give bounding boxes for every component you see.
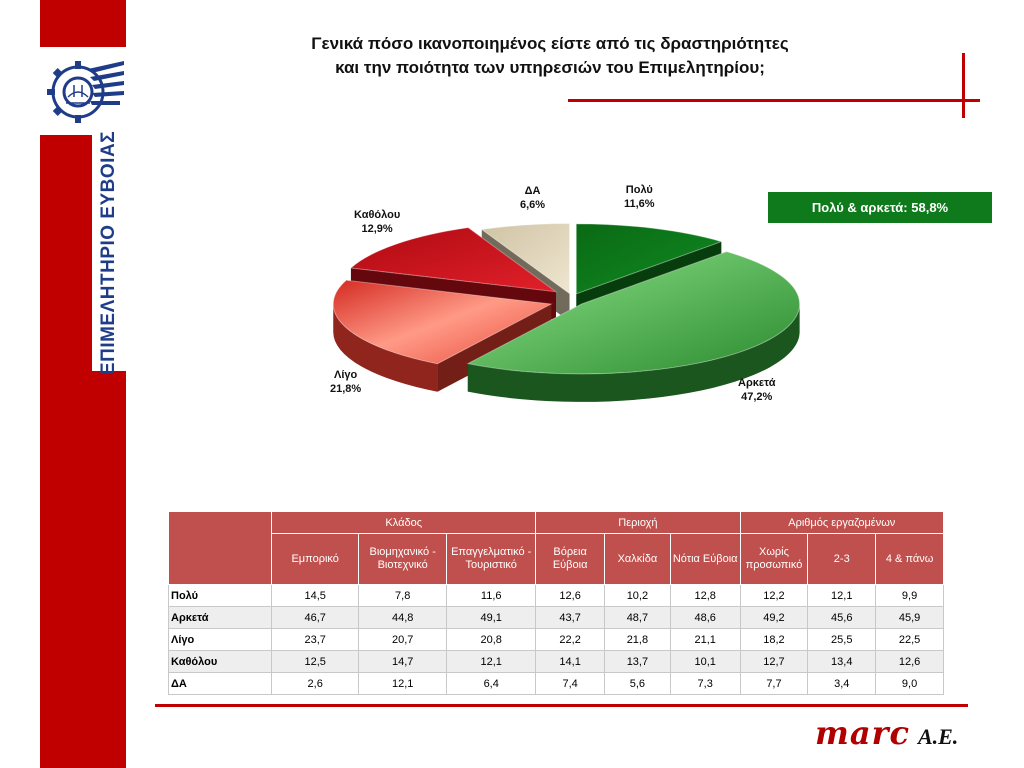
- row-label: Λίγο: [169, 629, 272, 651]
- table-cell: 12,1: [447, 651, 536, 673]
- table-cell: 12,8: [670, 585, 740, 607]
- table-cell: 45,9: [876, 607, 944, 629]
- table-cell: 21,8: [605, 629, 671, 651]
- table-cell: 43,7: [536, 607, 605, 629]
- title-line-2: και την ποιότητα των υπηρεσιών του Επιμελητηρίου;: [335, 58, 765, 77]
- row-label: ΔΑ: [169, 673, 272, 695]
- brand-logo: [815, 714, 958, 752]
- table-cell: 3,4: [808, 673, 876, 695]
- data-table: [168, 511, 944, 695]
- group-header-ergazomenoi: Αριθμός εργαζομένων: [740, 512, 943, 534]
- row-label: Πολύ: [169, 585, 272, 607]
- table-cell: 20,8: [447, 629, 536, 651]
- group-header-periochi: Περιοχή: [536, 512, 740, 534]
- summary-box: Πολύ & αρκετά: 58,8%: [768, 192, 992, 223]
- table-cell: 49,2: [740, 607, 808, 629]
- table-cell: 22,5: [876, 629, 944, 651]
- table-cell: 7,8: [359, 585, 447, 607]
- table-row: [169, 629, 944, 651]
- table-cell: 11,6: [447, 585, 536, 607]
- pie-label-da: ΔΑ 6,6%: [520, 185, 546, 211]
- pie-label-arketa: Αρκετά 47,2%: [738, 377, 776, 403]
- table-row: [169, 607, 944, 629]
- table-cell: 10,2: [605, 585, 671, 607]
- footer-line: [155, 704, 968, 707]
- table-cell: 20,7: [359, 629, 447, 651]
- table-cell: 25,5: [808, 629, 876, 651]
- table-cell: 7,4: [536, 673, 605, 695]
- table-cell: 6,4: [447, 673, 536, 695]
- table-cell: 48,6: [670, 607, 740, 629]
- table-cell: 13,4: [808, 651, 876, 673]
- table-row: [169, 651, 944, 673]
- table-row: [169, 585, 944, 607]
- table-cell: 23,7: [272, 629, 359, 651]
- column-header: 2-3: [808, 534, 876, 585]
- pie-label-ligo: Λίγο 21,8%: [330, 369, 362, 395]
- table-cell: 46,7: [272, 607, 359, 629]
- column-header: Βόρεια Εύβοια: [536, 534, 605, 585]
- column-header: Επαγγελματικό - Τουριστικό: [447, 534, 536, 585]
- column-header: Χαλκίδα: [605, 534, 671, 585]
- table-cell: 9,0: [876, 673, 944, 695]
- brand-name: marc: [815, 714, 910, 752]
- pie-label-katholou: Καθόλου 12,9%: [354, 209, 401, 235]
- table-cell: 12,5: [272, 651, 359, 673]
- table-cell: 2,6: [272, 673, 359, 695]
- table-cell: 14,7: [359, 651, 447, 673]
- table-cell: 9,9: [876, 585, 944, 607]
- group-header-klados: Κλάδος: [272, 512, 536, 534]
- table-cell: 7,7: [740, 673, 808, 695]
- table-cell: 12,6: [536, 585, 605, 607]
- title-line-1: Γενικά πόσο ικανοποιημένος είστε από τις δραστηριότητες: [311, 34, 789, 53]
- table-cell: 5,6: [605, 673, 671, 695]
- table-cell: 12,7: [740, 651, 808, 673]
- column-header: 4 & πάνω: [876, 534, 944, 585]
- table-cell: 12,1: [808, 585, 876, 607]
- table-row: [169, 673, 944, 695]
- row-label: Αρκετά: [169, 607, 272, 629]
- table-cell: 10,1: [670, 651, 740, 673]
- table-cell: 21,1: [670, 629, 740, 651]
- table-cell: 12,1: [359, 673, 447, 695]
- column-header: Βιομηχανικό - Βιοτεχνικό: [359, 534, 447, 585]
- org-name: ΕΠΙΜΕΛΗΤΗΡΙΟ ΕΥΒΟΙΑΣ: [98, 130, 119, 376]
- table-cell: 44,8: [359, 607, 447, 629]
- brand-suffix: A.E.: [917, 724, 959, 749]
- table-cell: 14,1: [536, 651, 605, 673]
- table-cell: 49,1: [447, 607, 536, 629]
- table-cell: 14,5: [272, 585, 359, 607]
- pie-label-poly: Πολύ 11,6%: [624, 184, 655, 210]
- table-cell: 12,6: [876, 651, 944, 673]
- table-cell: 12,2: [740, 585, 808, 607]
- table-cell: 45,6: [808, 607, 876, 629]
- table-cell: 13,7: [605, 651, 671, 673]
- column-header: Νότια Εύβοια: [670, 534, 740, 585]
- column-header: Εμπορικό: [272, 534, 359, 585]
- table-cell: 48,7: [605, 607, 671, 629]
- column-header: Χωρίς προσωπικό: [740, 534, 808, 585]
- row-label: Καθόλου: [169, 651, 272, 673]
- table-corner: [169, 512, 272, 585]
- table-cell: 7,3: [670, 673, 740, 695]
- table-cell: 18,2: [740, 629, 808, 651]
- table-cell: 22,2: [536, 629, 605, 651]
